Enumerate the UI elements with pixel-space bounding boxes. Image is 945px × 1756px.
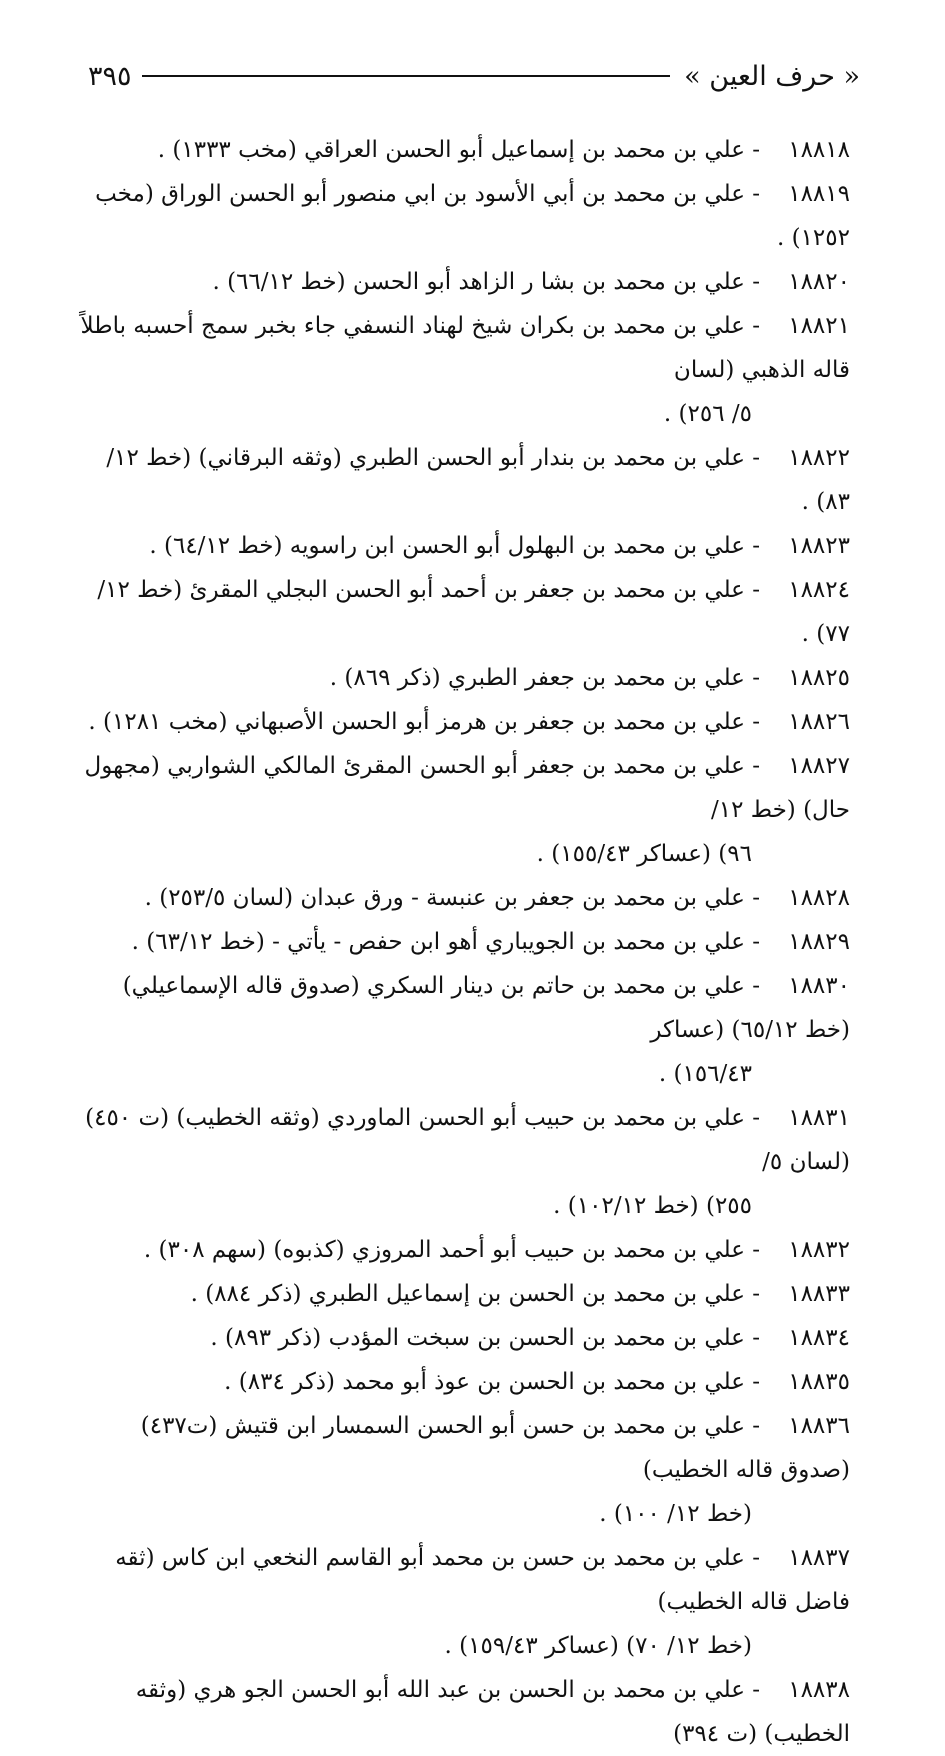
entry-continuation: ٢٥٥) (خط ١٠٢/١٢) . (553, 1193, 752, 1219)
entry-text: - علي بن محمد بن أبي الأسود بن ابي منصور أبو الحسن الوراق (مخب ١٢٥٢) . (95, 181, 850, 251)
chapter-title: « حرف العين » (684, 60, 860, 92)
entry-text: - علي بن محمد بن بشا ر الزاهد أبو الحسن (خط ٦٦/١٢) . (212, 269, 760, 295)
entry-number: ١٨٨٢١ (788, 313, 850, 339)
entry-continuation: ٩٦) (عساكر ١٥٥/٤٣) . (536, 841, 752, 867)
entry-first-line (80, 1404, 850, 1492)
entry-text: - علي بن محمد بن حاتم بن دينار السكري (صدوق قاله الإسماعيلي) (خط ٦٥/١٢) (عساكر (122, 973, 850, 1043)
entry-number: ١٨٨٣٦ (788, 1413, 850, 1439)
entry-continuation: ١٥٦/٤٣) . (658, 1061, 752, 1087)
list-item (80, 1360, 850, 1404)
entry-text: - علي بن محمد بن جعفر بن عنبسة - ورق عبدان (لسان ٢٥٣/٥) . (144, 885, 760, 911)
entry-number: ١٨٨٢٦ (788, 709, 850, 735)
page-number: ٣٩٥ (88, 60, 132, 92)
entry-first-line (80, 964, 850, 1052)
entry-continuation: ٥/ ٢٥٦) . (663, 401, 752, 427)
entry-text: - علي بن محمد بن الحسن بن عوذ أبو محمد (ذكر ٨٣٤) . (224, 1369, 760, 1395)
entry-first-line (80, 744, 850, 832)
entry-first-line (80, 128, 850, 172)
entry-continuation: (خط ١٢/ ٧٠) (عساكر ١٥٩/٤٣) . (444, 1633, 752, 1659)
entry-first-line (80, 568, 850, 656)
entry-number: ١٨٨٣٢ (788, 1237, 850, 1263)
list-item (80, 128, 850, 172)
list-item (80, 304, 850, 436)
entry-first-line (80, 1316, 850, 1360)
entry-first-line (80, 920, 850, 964)
entry-text: - علي بن محمد بن الحسن بن عبد الله أبو الحسن الجو هري (وثقه الخطيب) (ت ٣٩٤) (135, 1677, 850, 1747)
list-item (80, 260, 850, 304)
entry-first-line (80, 304, 850, 392)
entry-first-line (80, 524, 850, 568)
entry-text: - علي بن محمد بن حسن بن محمد أبو القاسم النخعي ابن كاس (ثقه فاضل قاله الخطيب) (115, 1545, 850, 1615)
list-item (80, 700, 850, 744)
entry-first-line (80, 1272, 850, 1316)
entry-number: ١٨٨٣٨ (788, 1677, 850, 1703)
list-item (80, 1228, 850, 1272)
entry-text: - علي بن محمد بن جعفر بن هرمز أبو الحسن الأصبهاني (مخب ١٢٨١) . (88, 709, 760, 735)
entry-number: ١٨٨٣٤ (788, 1325, 850, 1351)
entry-number: ١٨٨٢٧ (788, 753, 850, 779)
entry-first-line (80, 436, 850, 524)
entry-text: - علي بن محمد بن إسماعيل أبو الحسن العراقي (مخب ١٣٣٣) . (157, 137, 760, 163)
entry-text: - علي بن محمد بن جعفر بن أحمد أبو الحسن البجلي المقرئ (خط ١٢/ ٧٧) . (97, 577, 850, 647)
entry-text: - علي بن محمد بن جعفر الطبري (ذكر ٨٦٩) . (329, 665, 760, 691)
entry-number: ١٨٨٣١ (788, 1105, 850, 1131)
entry-continuation: (خط ١٢/ ١٠٠) . (599, 1501, 752, 1527)
list-item (80, 436, 850, 524)
entry-number: ١٨٨٢٨ (788, 885, 850, 911)
entry-text: - علي بن محمد بن الحسن بن إسماعيل الطبري (ذكر ٨٨٤) . (190, 1281, 760, 1307)
page-header (88, 56, 860, 96)
entry-list (80, 128, 850, 1756)
entry-number: ١٨٨٢٥ (788, 665, 850, 691)
list-item (80, 1668, 850, 1756)
entry-first-line (80, 876, 850, 920)
list-item (80, 568, 850, 656)
entry-text: - علي بن محمد بن بكران شيخ لهناد النسفي جاء بخبر سمج أحسبه باطلاً قاله الذهبي (لسان (80, 313, 850, 383)
entry-text: - علي بن محمد بن حسن أبو الحسن السمسار ابن قتيش (ت٤٣٧) (صدوق قاله الخطيب) (140, 1413, 850, 1483)
list-item (80, 964, 850, 1096)
header-rule (142, 75, 671, 77)
entry-first-line (80, 1668, 850, 1756)
list-item (80, 1272, 850, 1316)
entry-text: - علي بن محمد بن جعفر أبو الحسن المقرئ المالكي الشواربي (مجهول حال) (خط ١٢/ (84, 753, 850, 823)
list-item (80, 656, 850, 700)
list-item (80, 1536, 850, 1668)
list-item (80, 920, 850, 964)
entry-number: ١٨٨١٩ (788, 181, 850, 207)
entry-number: ١٨٨٣٣ (788, 1281, 850, 1307)
list-item (80, 1316, 850, 1360)
entry-first-line (80, 700, 850, 744)
entry-number: ١٨٨٢٣ (788, 533, 850, 559)
list-item (80, 172, 850, 260)
entry-text: - علي بن محمد بن بندار أبو الحسن الطبري (وثقه البرقاني) (خط ١٢/ ٨٣) . (106, 445, 850, 515)
entry-number: ١٨٨٣٥ (788, 1369, 850, 1395)
entry-first-line (80, 1228, 850, 1272)
entry-first-line (80, 1360, 850, 1404)
entry-first-line (80, 656, 850, 700)
entry-first-line (80, 260, 850, 304)
list-item (80, 1096, 850, 1228)
entry-first-line (80, 1096, 850, 1184)
entry-number: ١٨٨٢٤ (788, 577, 850, 603)
entry-number: ١٨٨٢٠ (788, 269, 850, 295)
entry-text: - علي بن محمد بن الجويباري أهو ابن حفص - يأتي - (خط ٦٣/١٢) . (131, 929, 760, 955)
list-item (80, 1404, 850, 1536)
entry-number: ١٨٨١٨ (788, 137, 850, 163)
entry-text: - علي بن محمد بن الحسن بن سبخت المؤدب (ذكر ٨٩٣) . (210, 1325, 760, 1351)
entry-text: - علي بن محمد بن حبيب أبو الحسن الماوردي (وثقه الخطيب) (ت ٤٥٠) (لسان ٥/ (85, 1105, 850, 1175)
list-item (80, 876, 850, 920)
entry-first-line (80, 1536, 850, 1624)
entry-number: ١٨٨٣٧ (788, 1545, 850, 1571)
entry-text: - علي بن محمد بن حبيب أبو أحمد المروزي (كذبوه) (سهم ٣٠٨) . (143, 1237, 760, 1263)
entry-first-line (80, 172, 850, 260)
entry-number: ١٨٨٢٢ (788, 445, 850, 471)
entry-text: - علي بن محمد بن البهلول أبو الحسن ابن راسويه (خط ٦٤/١٢) . (149, 533, 760, 559)
entry-number: ١٨٨٣٠ (788, 973, 850, 999)
entry-number: ١٨٨٢٩ (788, 929, 850, 955)
list-item (80, 744, 850, 876)
list-item (80, 524, 850, 568)
